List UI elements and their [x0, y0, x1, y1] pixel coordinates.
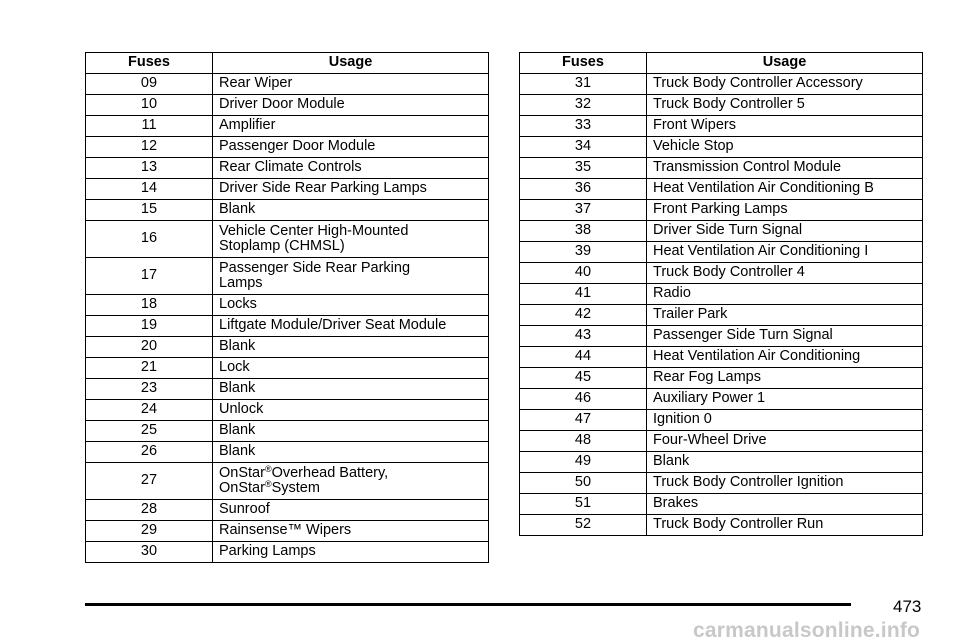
- fuse-usage: Ignition 0: [647, 410, 923, 431]
- fuse-number: 27: [86, 463, 213, 500]
- fuse-usage: Blank: [213, 442, 489, 463]
- fuse-usage: [213, 258, 489, 295]
- table-row: [86, 379, 489, 400]
- table-row: [520, 452, 923, 473]
- fuse-number: 31: [520, 74, 647, 95]
- table-row: [86, 500, 489, 521]
- fuse-number: 17: [86, 258, 213, 295]
- fuse-usage: Passenger Door Module: [213, 137, 489, 158]
- registered-mark: ®: [264, 463, 272, 474]
- table-row: [86, 358, 489, 379]
- fuse-number: 36: [520, 179, 647, 200]
- table-row: [520, 389, 923, 410]
- fuse-usage: Blank: [647, 452, 923, 473]
- fuse-usage: Heat Ventilation Air Conditioning: [647, 347, 923, 368]
- table-row: [86, 521, 489, 542]
- fuse-number: 15: [86, 200, 213, 221]
- fuse-usage: Truck Body Controller Run: [647, 515, 923, 536]
- table-row: [520, 137, 923, 158]
- page-number: 473: [893, 597, 922, 616]
- fuse-number: 38: [520, 221, 647, 242]
- fuse-usage: Trailer Park: [647, 305, 923, 326]
- fuse-usage: Truck Body Controller Ignition: [647, 473, 923, 494]
- table-row: [86, 542, 489, 563]
- fuse-number: 33: [520, 116, 647, 137]
- table-row: [520, 158, 923, 179]
- fuse-usage: Passenger Side Turn Signal: [647, 326, 923, 347]
- fuse-number: 28: [86, 500, 213, 521]
- fuse-usage: Driver Door Module: [213, 95, 489, 116]
- table-row: [520, 263, 923, 284]
- table-row: [86, 137, 489, 158]
- fuse-usage: Brakes: [647, 494, 923, 515]
- table-row: [520, 431, 923, 452]
- fuse-usage-line: [219, 463, 483, 481]
- table-row: [520, 473, 923, 494]
- fuse-number: 35: [520, 158, 647, 179]
- table-row: [520, 368, 923, 389]
- column-header-fuses: Fuses: [520, 53, 647, 74]
- fuse-number: 14: [86, 179, 213, 200]
- fuse-usage-line: Lamps: [219, 275, 263, 291]
- fuse-number: 51: [520, 494, 647, 515]
- fuse-number: 50: [520, 473, 647, 494]
- fuse-usage: Vehicle Stop: [647, 137, 923, 158]
- fuse-number: 24: [86, 400, 213, 421]
- fuse-usage: Rear Fog Lamps: [647, 368, 923, 389]
- fuse-usage: Driver Side Rear Parking Lamps: [213, 179, 489, 200]
- fuse-usage: Transmission Control Module: [647, 158, 923, 179]
- fuse-number: 48: [520, 431, 647, 452]
- table-row: [86, 116, 489, 137]
- table-row: [86, 221, 489, 258]
- fuse-number: 32: [520, 95, 647, 116]
- fuse-number: 20: [86, 337, 213, 358]
- fuse-number: 37: [520, 200, 647, 221]
- fuse-usage: Heat Ventilation Air Conditioning B: [647, 179, 923, 200]
- fuse-table-left: [85, 52, 489, 563]
- fuse-number: 18: [86, 295, 213, 316]
- fuse-number: 42: [520, 305, 647, 326]
- fuse-number: 46: [520, 389, 647, 410]
- table-row: [86, 316, 489, 337]
- table-row: [86, 337, 489, 358]
- table-row: [520, 326, 923, 347]
- fuse-usage: Blank: [213, 200, 489, 221]
- table-row: [86, 421, 489, 442]
- fuse-number: 23: [86, 379, 213, 400]
- fuse-number: 34: [520, 137, 647, 158]
- table-row: [86, 442, 489, 463]
- table-row: [86, 95, 489, 116]
- fuse-number: 25: [86, 421, 213, 442]
- fuse-usage: [213, 463, 489, 500]
- fuse-number: 30: [86, 542, 213, 563]
- table-row: [520, 410, 923, 431]
- fuse-number: 16: [86, 221, 213, 258]
- fuse-number: 13: [86, 158, 213, 179]
- table-row: [86, 400, 489, 421]
- table-header-row: [86, 53, 489, 74]
- fuse-number: 44: [520, 347, 647, 368]
- table-row: [520, 305, 923, 326]
- fuse-usage: Parking Lamps: [213, 542, 489, 563]
- fuse-number: 47: [520, 410, 647, 431]
- table-row: [520, 494, 923, 515]
- table-row: [520, 74, 923, 95]
- table-row: [520, 200, 923, 221]
- table-row: [86, 74, 489, 95]
- fuse-number: 11: [86, 116, 213, 137]
- fuse-usage: Heat Ventilation Air Conditioning I: [647, 242, 923, 263]
- fuse-usage: Rear Climate Controls: [213, 158, 489, 179]
- fuse-usage: Amplifier: [213, 116, 489, 137]
- fuse-usage-line: Vehicle Center High-Mounted: [219, 222, 409, 239]
- table-row: [520, 242, 923, 263]
- fuse-usage: Auxiliary Power 1: [647, 389, 923, 410]
- table-row: [86, 463, 489, 500]
- fuse-number: 10: [86, 95, 213, 116]
- fuse-usage: Truck Body Controller 5: [647, 95, 923, 116]
- footer-rule: [85, 603, 851, 606]
- table-row: [86, 258, 489, 295]
- fuse-usage: Blank: [213, 379, 489, 400]
- fuse-usage: Rear Wiper: [213, 74, 489, 95]
- fuse-number: 49: [520, 452, 647, 473]
- fuse-number: 39: [520, 242, 647, 263]
- onstar-label: OnStar: [219, 480, 265, 496]
- fuse-number: 21: [86, 358, 213, 379]
- fuse-usage: Liftgate Module/Driver Seat Module: [213, 316, 489, 337]
- fuse-usage-line: Stoplamp (CHMSL): [219, 238, 345, 254]
- table-row: [86, 158, 489, 179]
- fuse-usage-line: Passenger Side Rear Parking: [219, 259, 411, 276]
- table-row: [520, 515, 923, 536]
- column-header-usage: Usage: [647, 53, 923, 74]
- fuse-usage: Four-Wheel Drive: [647, 431, 923, 452]
- fuse-usage: Truck Body Controller Accessory: [647, 74, 923, 95]
- fuse-usage: Locks: [213, 295, 489, 316]
- fuse-usage: Radio: [647, 284, 923, 305]
- table-row: [520, 284, 923, 305]
- fuse-number: 41: [520, 284, 647, 305]
- onstar-battery-label: Overhead Battery,: [271, 464, 389, 481]
- fuse-number: 26: [86, 442, 213, 463]
- fuse-usage: Unlock: [213, 400, 489, 421]
- fuse-number: 52: [520, 515, 647, 536]
- table-row: [86, 200, 489, 221]
- table-row: [520, 221, 923, 242]
- table-row: [86, 179, 489, 200]
- fuse-usage: Sunroof: [213, 500, 489, 521]
- table-row: [86, 295, 489, 316]
- table-row: [520, 95, 923, 116]
- fuse-number: 09: [86, 74, 213, 95]
- onstar-label: OnStar: [219, 464, 265, 481]
- fuse-usage: Blank: [213, 337, 489, 358]
- fuse-usage: [213, 221, 489, 258]
- table-row: [520, 179, 923, 200]
- table-row: [520, 116, 923, 137]
- fuse-table-right: [519, 52, 923, 536]
- fuse-number: 45: [520, 368, 647, 389]
- column-header-fuses: Fuses: [86, 53, 213, 74]
- table-header-row: [520, 53, 923, 74]
- fuse-usage: Lock: [213, 358, 489, 379]
- watermark: carmanualsonline.info: [693, 619, 921, 642]
- fuse-number: 43: [520, 326, 647, 347]
- column-header-usage: Usage: [213, 53, 489, 74]
- fuse-usage: Truck Body Controller 4: [647, 263, 923, 284]
- fuse-usage: Blank: [213, 421, 489, 442]
- registered-mark: ®: [264, 479, 272, 489]
- table-row: [520, 347, 923, 368]
- onstar-system-label: System: [271, 480, 320, 496]
- fuse-usage: Front Parking Lamps: [647, 200, 923, 221]
- fuse-usage-line: [219, 481, 483, 496]
- fuse-number: 19: [86, 316, 213, 337]
- fuse-usage: Driver Side Turn Signal: [647, 221, 923, 242]
- fuse-number: 12: [86, 137, 213, 158]
- fuse-usage: Front Wipers: [647, 116, 923, 137]
- fuse-number: 29: [86, 521, 213, 542]
- fuse-number: 40: [520, 263, 647, 284]
- fuse-usage: Rainsense™ Wipers: [213, 521, 489, 542]
